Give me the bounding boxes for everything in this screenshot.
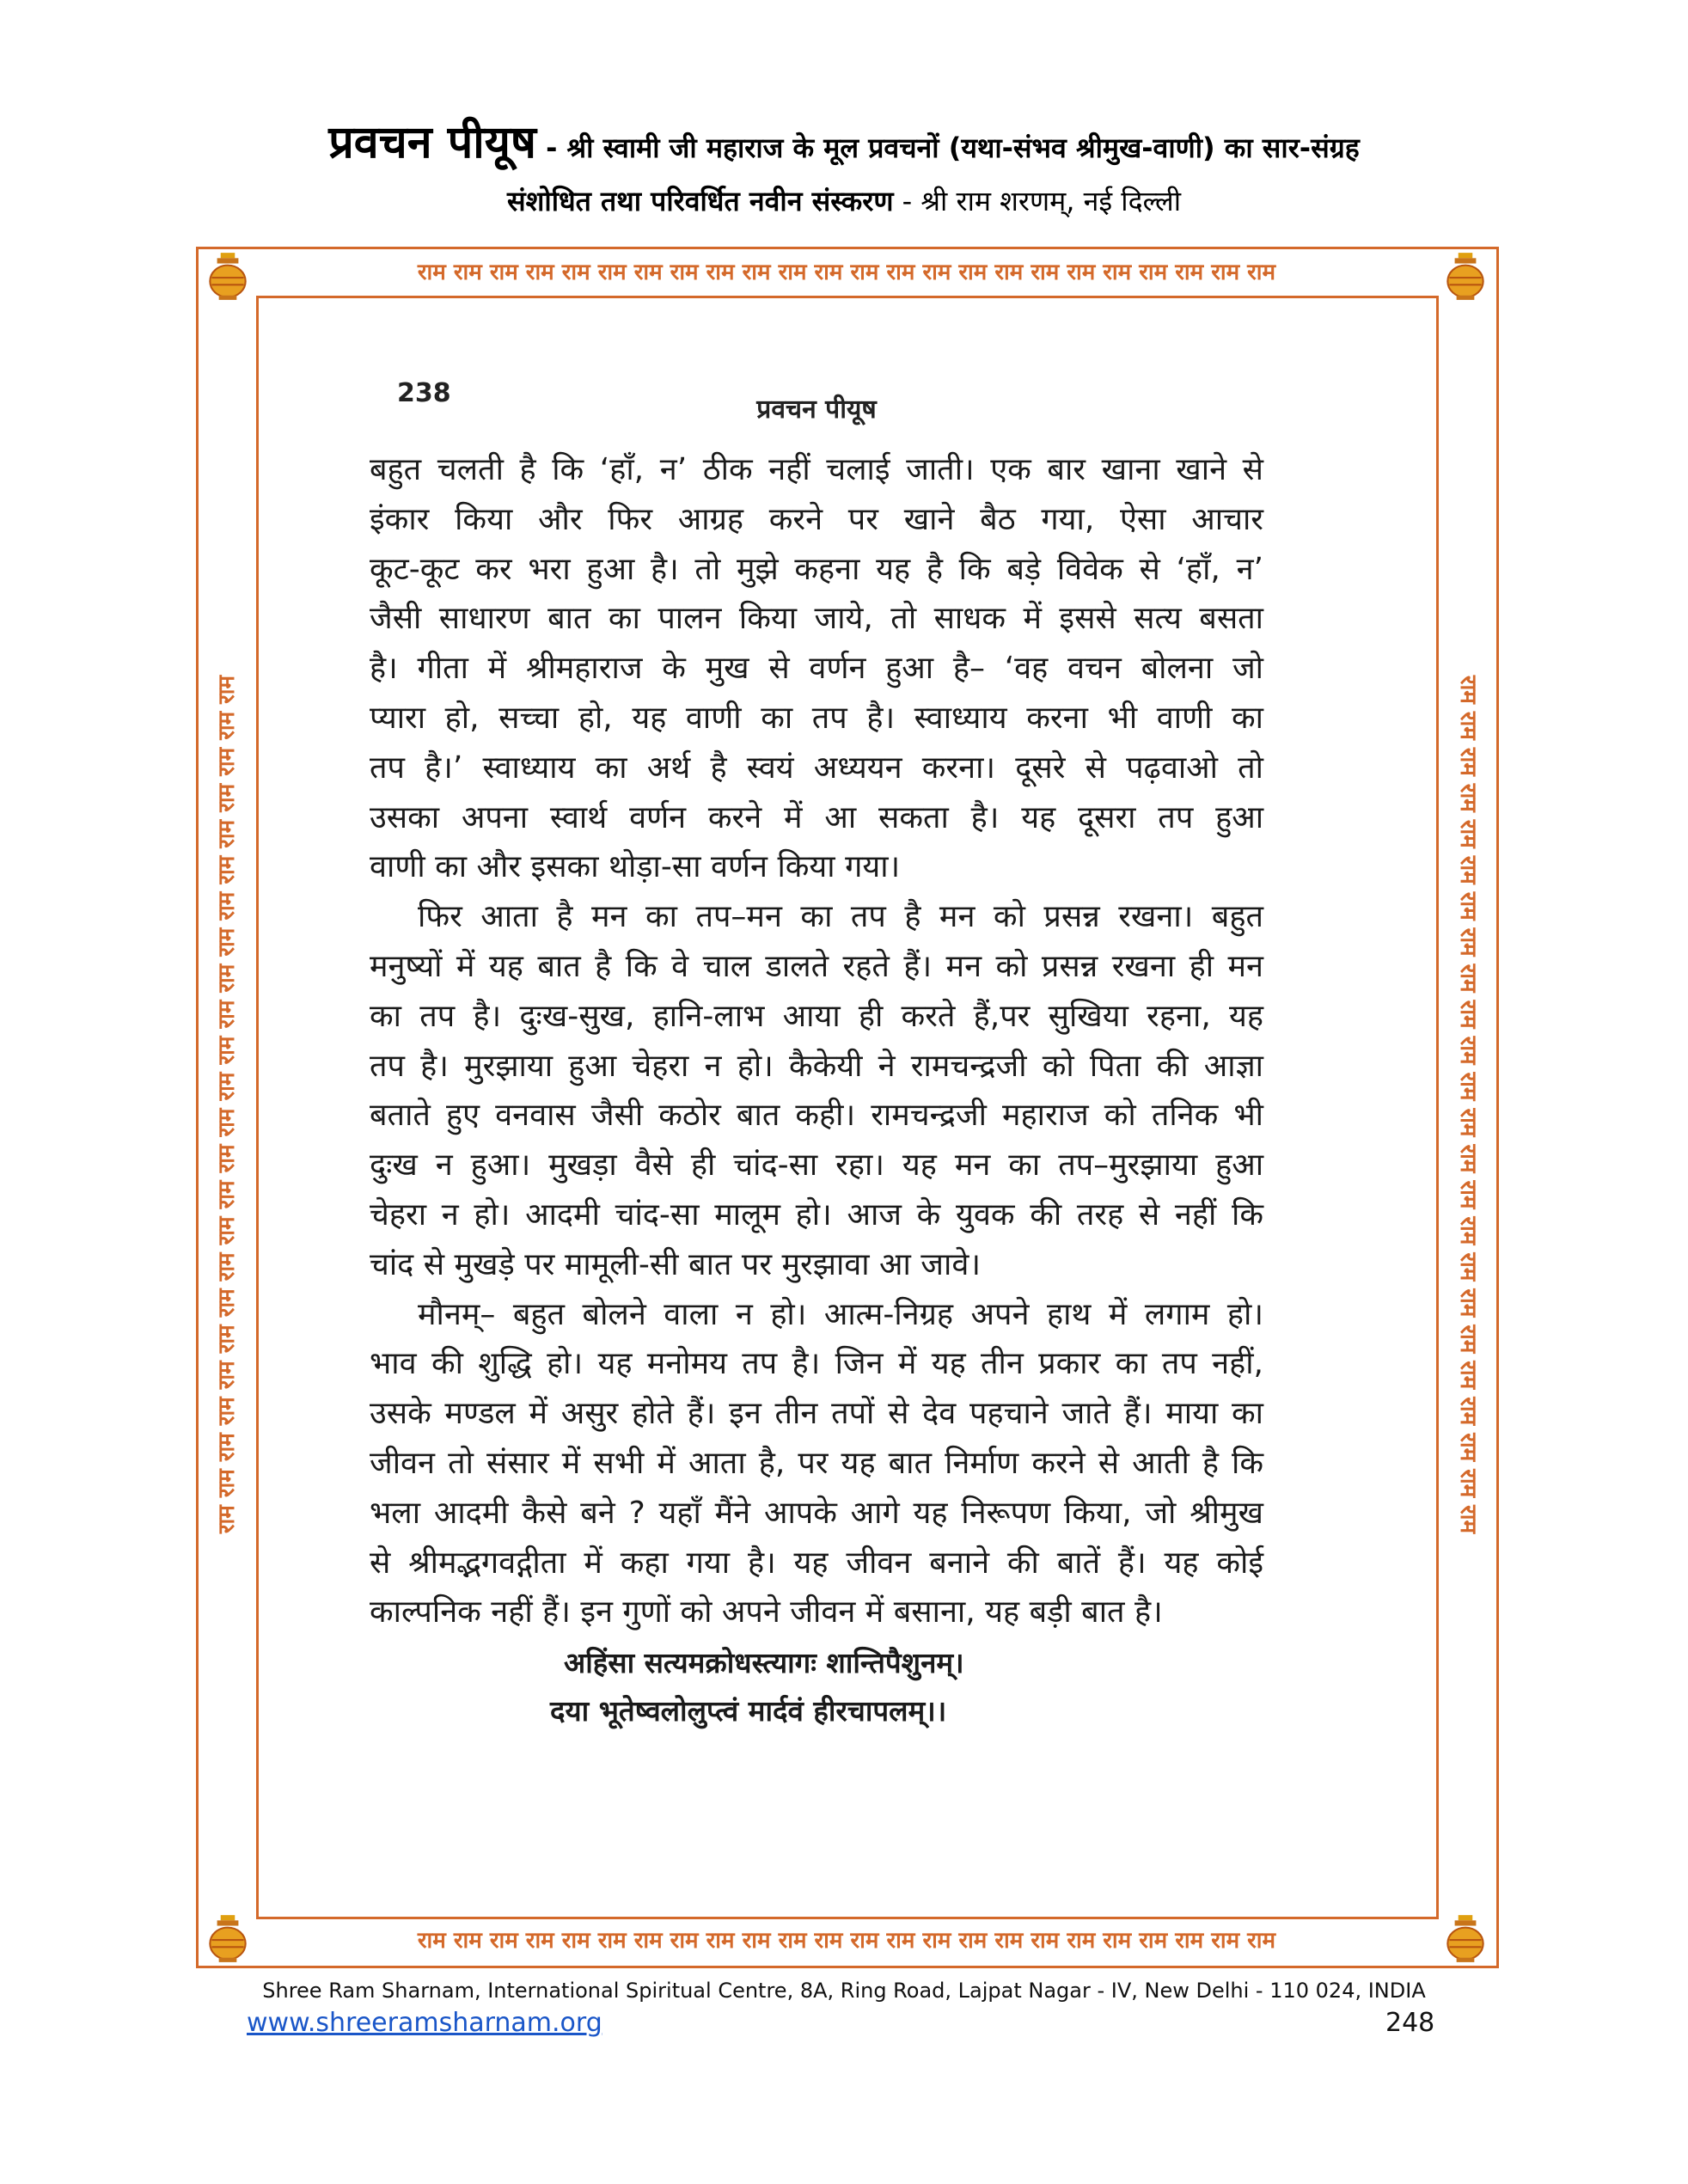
text-line: बताते हुए वनवास जैसी कठोर बात कही। रामचन्द्रजी महाराज को तनिक भी — [370, 1098, 1263, 1134]
text-line: उसके मण्डल में असुर होते हैं। इन तीन तपों से देव पहचाने जाते हैं। माया का — [370, 1396, 1263, 1432]
text-line: जैसी साधारण बात का पालन किया जाये, तो साधक में इससे सत्य बसता — [370, 601, 1263, 637]
border-strip-right — [1447, 327, 1489, 1882]
edition-line — [0, 182, 1688, 219]
verse-line: अहिंसा सत्यमक्रोधस्त्यागः शान्तिपैशुनम्। — [564, 1646, 964, 1680]
verse-line: दया भूतेष्वलोलुप्त्वं मार्दवं हीरचापलम्।। — [550, 1694, 947, 1728]
body-text — [370, 445, 1263, 1735]
text-line: उसका अपना स्वार्थ वर्णन करने में आ सकता है। यह दूसरा तप हुआ — [370, 799, 1263, 835]
website-link[interactable]: www.shreeramsharnam.org — [247, 2008, 602, 2038]
border-text-bottom: राम राम राम राम राम राम राम राम राम राम राम राम राम राम राम राम राम राम राम राम राम राम राम राम — [417, 1928, 1276, 1954]
header-subtitle: श्री स्वामी जी महाराज के मूल प्रवचनों (यथा-संभव श्रीमुख-वाणी) का सार-संग्रह — [566, 132, 1360, 164]
kalash-icon — [201, 1912, 254, 1965]
kalash-icon — [1439, 1912, 1492, 1965]
text-line: कूट-कूट कर भरा हुआ है। तो मुझे कहना यह है कि बड़े विवेक से ‘हाँ, न’ — [370, 551, 1263, 587]
kalash-icon — [201, 249, 254, 303]
text-line: वाणी का और इसका थोड़ा-सा वर्णन किया गया। — [370, 849, 901, 885]
footer-address: Shree Ram Sharnam, International Spiritual Centre, 8A, Ring Road, Lajpat Nagar - IV, New Delhi - 110 024, INDIA — [262, 1979, 1426, 2003]
text-line: तप है।’ स्वाध्याय का अर्थ है स्वयं अध्ययन करना। दूसरे से पढ़वाओ तो — [370, 749, 1263, 786]
text-line: से श्रीमद्भगवद्गीता में कहा गया है। यह जीवन बनाने की बातें हैं। यह कोई — [370, 1545, 1263, 1581]
text-line: फिर आता है मन का तप–मन का तप है मन को प्रसन्न रखना। बहुत — [418, 899, 1263, 935]
document-header — [0, 110, 1688, 171]
text-line: है। गीता में श्रीमहाराज के मुख से वर्णन हुआ है– ‘वह वचन बोलना जो — [370, 651, 1263, 687]
edition-suffix: - श्री राम शरणम्, नई दिल्ली — [893, 185, 1181, 217]
text-line: तप है। मुरझाया हुआ चेहरा न हो। कैकेयी ने रामचन्द्रजी को पिता की आज्ञा — [370, 1048, 1263, 1084]
sanskrit-verse — [370, 1639, 1263, 1735]
header-title: प्रवचन पीयूष — [328, 117, 536, 168]
kalash-icon — [1439, 249, 1492, 303]
text-line: का तप है। दुःख-सुख, हानि-लाभ आया ही करते हैं,पर सुखिया रहना, यह — [370, 998, 1263, 1034]
border-text-left: राम राम राम राम राम राम राम राम राम राम राम राम राम राम राम राम राम राम राम राम राम राम राम राम — [214, 675, 240, 1534]
footer-page-number: 248 — [1385, 2008, 1435, 2038]
text-line: प्यारा हो, सच्चा हो, यह वाणी का तप है। स्वाध्याय करना भी वाणी का — [370, 700, 1263, 736]
border-text-right: राम राम राम राम राम राम राम राम राम राम राम राम राम राम राम राम राम राम राम राम राम राम राम राम — [1455, 675, 1481, 1534]
edition-text: संशोधित तथा परिवर्धित नवीन संस्करण — [507, 185, 894, 217]
text-line: भला आदमी कैसे बने ? यहाँ मैंने आपके आगे यह निरूपण किया, जो श्रीमुख — [370, 1495, 1263, 1531]
text-line: मौनम्– बहुत बोलने वाला न हो। आत्म-निग्रह अपने हाथ में लगाम हो। — [418, 1296, 1263, 1332]
text-line: जीवन तो संसार में सभी में आता है, पर यह बात निर्माण करने से आती है कि — [370, 1445, 1263, 1481]
text-line: मनुष्यों में यह बात है कि वे चाल डालते रहते हैं। मन को प्रसन्न रखना ही मन — [370, 948, 1263, 984]
text-line: चांद से मुखड़े पर मामूली-सी बात पर मुरझावा आ जावे। — [370, 1246, 981, 1282]
text-line: इंकार किया और फिर आग्रह करने पर खाने बैठ गया, ऐसा आचार — [370, 501, 1263, 537]
text-line: चेहरा न हो। आदमी चांद-सा मालूम हो। आज के युवक की तरह से नहीं कि — [370, 1196, 1263, 1233]
running-title: प्रवचन पीयूष — [756, 395, 877, 425]
header-separator: - — [535, 132, 567, 164]
text-line: भाव की शुद्धि हो। यह मनोमय तप है। जिन में यह तीन प्रकार का तप नहीं, — [370, 1346, 1263, 1382]
text-line: काल्पनिक नहीं हैं। इन गुणों को अपने जीवन में बसाना, यह बड़ी बात है। — [370, 1594, 1163, 1630]
border-text-top: राम राम राम राम राम राम राम राम राम राम राम राम राम राम राम राम राम राम राम राम राम राम राम राम — [417, 260, 1276, 285]
border-strip-left — [206, 327, 248, 1882]
text-line: बहुत चलती है कि ‘हाँ, न’ ठीक नहीं चलाई जाती। एक बार खाना खाने से — [370, 452, 1263, 487]
text-line: दुःख न हुआ। मुखड़ा वैसे ही चांद-सा रहा। यह मन का तप–मुरझाया हुआ — [370, 1147, 1263, 1184]
book-page-number: 238 — [397, 378, 451, 408]
